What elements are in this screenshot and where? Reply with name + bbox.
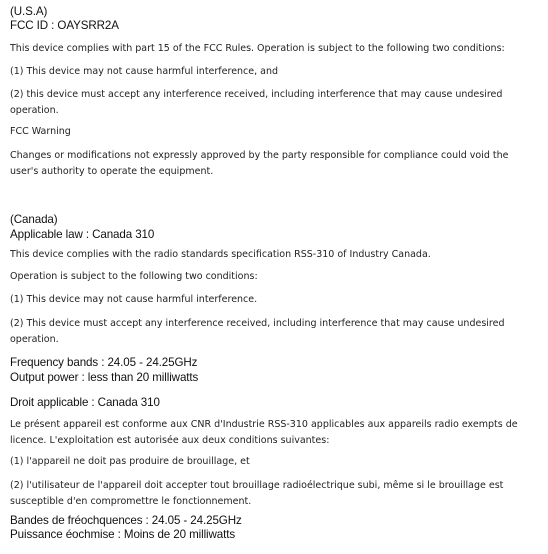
canada-fr-puissance: Puissance éochmise : Moins de 20 milliwatts [10, 528, 236, 541]
canada-operation-text: Operation is subject to the following two conditions: [10, 271, 258, 282]
fcc-warning-text: Changes or modifications not expressly approved by the party responsible for compliance could void the user's authority to operate the equipment. [10, 150, 509, 177]
usa-compliance-text: This device complies with part 15 of the FCC Rules. Operation is subject to the following two conditions: [10, 43, 505, 54]
canada-frequency-bands: Frequency bands : 24.05 - 24.25GHz [10, 356, 198, 369]
usa-condition-2: (2) this device must accept any interference received, including interference that may cause undesired operation. [10, 89, 503, 116]
canada-fr-bandes: Bandes de fréochquences : 24.05 - 24.25GHz [10, 514, 242, 527]
canada-fr-droit-applicable: Droit applicable : Canada 310 [10, 396, 160, 409]
usa-condition-1: (1) This device may not cause harmful interference, and [10, 66, 279, 77]
canada-compliance-text: This device complies with the radio standards specification RSS-310 of Industry Canada. [10, 249, 431, 260]
canada-applicable-law: Applicable law : Canada 310 [10, 228, 155, 241]
canada-condition-2: (2) This device must accept any interference received, including interference that may cause undesired operation. [10, 318, 505, 345]
canada-fr-condition-2: (2) l'utilisateur de l'appareil doit accepter tout brouillage radioélectrique subi, même si le brouillage est susceptible d'en compromettre le fonctionnement. [10, 480, 504, 507]
fcc-id: FCC ID : OAYSRR2A [10, 19, 119, 32]
canada-output-power: Output power : less than 20 milliwatts [10, 371, 199, 384]
fcc-warning-title: FCC Warning [10, 126, 71, 137]
canada-region-heading: (Canada) [10, 213, 58, 226]
canada-fr-conformite: Le présent appareil est conforme aux CNR d'Industrie RSS-310 applicables aux appareils radio exempts de licence. L'exploitation est autorisée aux deux conditions suivantes: [10, 419, 518, 446]
canada-condition-1: (1) This device may not cause harmful interference. [10, 294, 258, 305]
usa-region-heading: (U.S.A) [10, 5, 48, 18]
canada-fr-condition-1: (1) l'appareil ne doit pas produire de brouillage, et [10, 456, 250, 467]
